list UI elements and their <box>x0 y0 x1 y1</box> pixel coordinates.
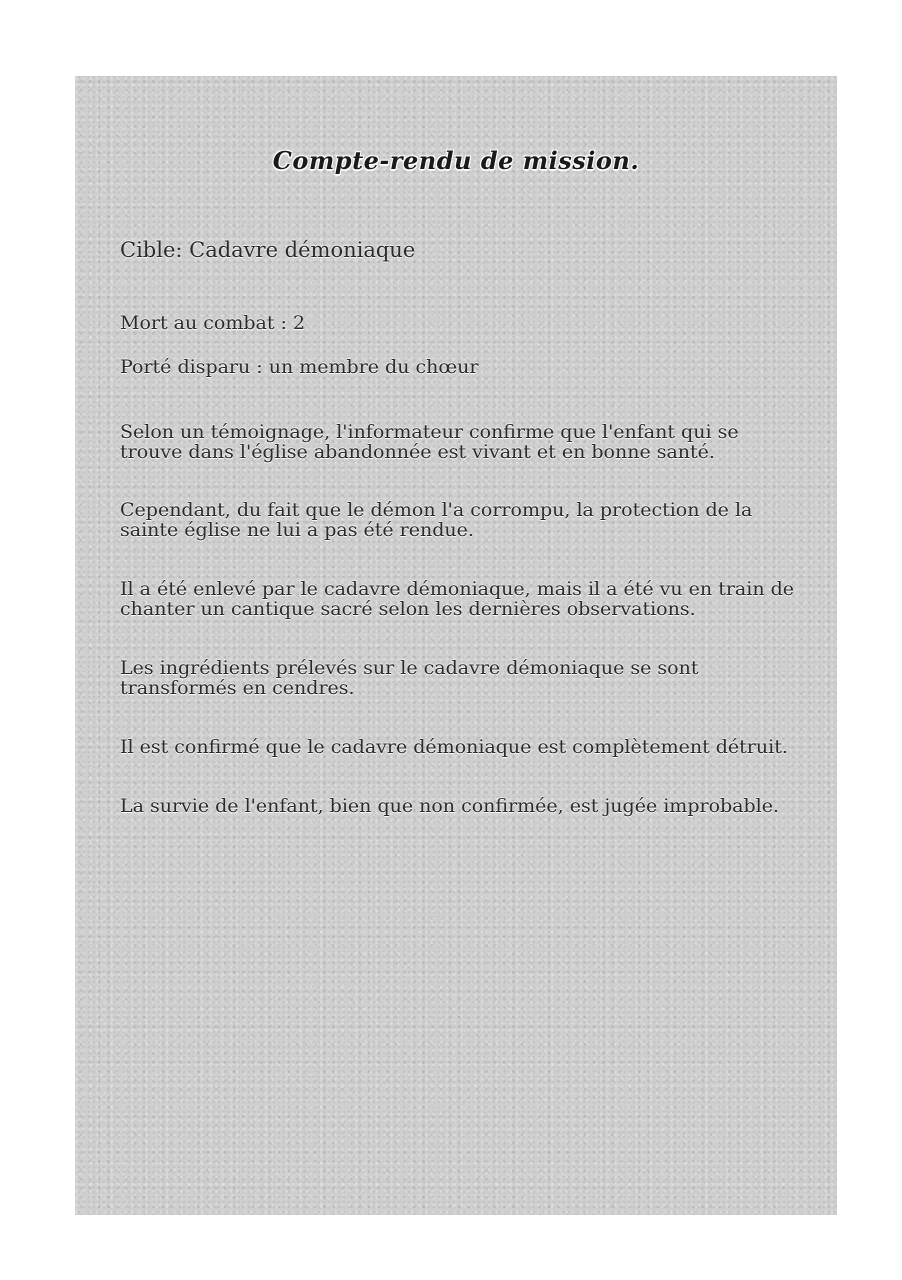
report-paragraph: Selon un témoignage, l'informateur confirme que l'enfant qui se trouve dans l'église abandonnée est vivant et en bonne santé. <box>120 421 739 463</box>
killed-in-action-line: Mort au combat : 2 <box>120 312 306 334</box>
report-paragraph: Cependant, du fait que le démon l'a corrompu, la protection de la sainte église ne lui a pas été rendue. <box>120 499 753 541</box>
report-paragraph: Il est confirmé que le cadavre démoniaque est complètement détruit. <box>120 736 788 758</box>
missing-line: Porté disparu : un membre du chœur <box>120 356 479 378</box>
report-paragraph: La survie de l'enfant, bien que non confirmée, est jugée improbable. <box>120 795 780 817</box>
report-title: Compte-rendu de mission. <box>272 146 640 175</box>
report-paper <box>75 76 837 1215</box>
report-paragraph: Il a été enlevé par le cadavre démoniaque, mais il a été vu en train de chanter un cantique sacré selon les dernières observations. <box>120 578 794 620</box>
target-line: Cible: Cadavre démoniaque <box>120 238 416 262</box>
report-paragraph: Les ingrédients prélevés sur le cadavre démoniaque se sont transformés en cendres. <box>120 657 699 699</box>
